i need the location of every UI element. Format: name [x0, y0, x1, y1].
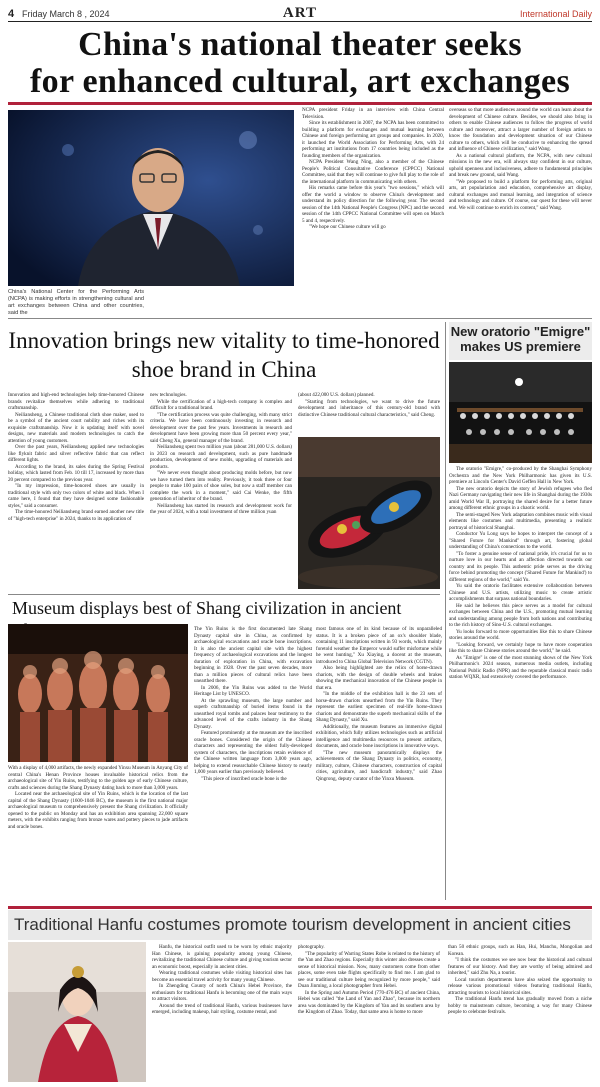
story2-col3-p2: "Starting from technologies, we want to drive the future development and inheritance of this century-old brand with distinctive Chinese traditional cultural characteristics," said Cheng.	[298, 398, 440, 418]
story3-p5: "To foster a genuine sense of national pride, it's crucial for us to nurture love in our hearts and an affection directed towards our country and its people. This authentic pride serves as the driving force behind promoting the concept ('Shared Future for Mankind') to different regions of the world," said Yu.	[449, 550, 592, 583]
story4-col1-p2: Located near the archaeological site of Yin Ruins, which is the location of the last capital of the Shang Dynasty (1600-1046 BC), the museum is the first national major archaeological museum to comprehensively present the Shang civilization. It officially opened to the public on Monday and has an exhibition area spanning 22,000 square meters, with the exhibits ranging from bronze wares and pottery pieces to jade artifacts and oracle bones.	[8, 791, 188, 830]
hanfu-woman-photo-icon	[8, 942, 146, 1082]
story5-col1-p2: Wearing traditional costumes while visiting historical sites has become an essential travel activity for many young Chinese.	[152, 970, 292, 983]
story4-col3-p4: Additionally, the museum features an immersive digital exhibition, which fully utilizes technologies such as artificial intelligence and multimedia resources to present artifacts, documents, and oracle bone inscriptions in innovative ways.	[316, 723, 442, 749]
story4-col3	[316, 626, 442, 901]
story2-col1-p3: Over the past years, Neiliansheng applied new technologies like flyknit fabric and silver reflective fabric that can reflect different lights.	[8, 444, 144, 463]
story1-col2-p3: NCPA President Wang Ning, also a member of the Chinese People's Political Consultative Conference (CPPCC) National Committee, said that they will continue to give full play to the role of the international platform in communicating with others.	[302, 159, 444, 185]
story4-col3-p5: "The new museum panoramically displays the achievements of the Shang Dynasty in politics, economy, military, culture, Chinese characters, construction of capital cities, agriculture, and handicraft industry," said Zhao Qingrong, deputy curator of the Yinxu Museum.	[316, 749, 442, 782]
story5-headline: Traditional Hanfu costumes promote tourism development in ancient cities	[14, 915, 571, 934]
story3-p10: As "Emigre" is one of the most stunning shows of the New York Philharmonic's 2024 season, numerous media outlets, including National Public Radio (NPR) and the reputable classical music radio station WQXR, had extensively covered the performance.	[449, 654, 592, 680]
story3-p6: Yu said the oratorio facilitates extensive collaboration between Chinese and U.S. artists, utilizing music to create artistic accomplishments that surpass national boundaries.	[449, 583, 592, 602]
story5-col2-p3: In the Spring and Autumn Period (770-476 BC) of ancient China, Hebei was called "the Land of Yan and Zhao", because its northern area was dominated by the Kingdom of Yan and its southern area by the Kingdom of Zhao. Today, that same area is home to more	[298, 989, 440, 1015]
story1-col2-p2: Since its establishment in 2007, the NCPA has been committed to building a platform for exchanges and mutual learning between Chinese and foreign performing art groups and companies. In 2020, it launched the World Association for Performing Arts, with 24 performing art institutions from 17 countries being included as the founding members of the organization.	[302, 120, 444, 159]
story3-p7: He said he believes this piece serves as a model for cultural exchanges between China and the U.S., promoting mutual learning and understanding among people from both nations and contributing to the rich history of Sino-U.S. cultural exchanges.	[449, 602, 592, 628]
story2-col1-p6: The time-honored Neiliansheng brand earned another new title of "high-tech enterprise" in 2024, thanks to its application of	[8, 509, 144, 522]
story4-col2-p2: In 2006, the Yin Ruins was added to the World Heritage List by UNESCO.	[194, 684, 312, 697]
story2-col3-p1: (about 422,000 U.S. dollars) planned.	[298, 392, 375, 398]
story5-col3-p2: "I think the costumes we see now bear the historical and cultural features of our history. And they are worthy of being admired and inherited," said Zhu Na, a tourist.	[448, 957, 592, 976]
story1-col2	[302, 107, 444, 315]
story2-photo	[298, 437, 440, 589]
story1-col2-p4: His remarks came before this year's "two sessions," which will offer the world a window to observe China's development and understand its policy direction for the following year. The second session of the 14th National People's Congress (NPC) and the second session of the 14th CPPCC National Committee will open on March 5 and 4, respectively.	[302, 185, 444, 224]
orchestra-photo-icon	[449, 362, 592, 463]
story2-headline	[8, 326, 440, 384]
story2-col1-p4: According to the brand, its sales during the Spring Festival holiday, which lasted from Feb. 10 till 17, increased by more than 20 percent compared to the previous year.	[8, 463, 144, 483]
issue-date: Friday March 8 , 2024	[22, 9, 110, 19]
story2-col2-p3: "The certification process was quite challenging, with many strict criteria. We have been continuously investing in research and development over the past few years. Investments in research and development have been growing more than 50 percent every year," said Cheng Xu, general manager of the brand.	[150, 411, 292, 444]
story3-headline-line2: makes US premiere	[460, 339, 581, 354]
story4-photo	[8, 624, 188, 762]
story4-col2	[194, 626, 312, 901]
story5-photo	[8, 942, 146, 1082]
story1-col2-p1: NCPA president Friday in an interview with China Central Television.	[302, 107, 444, 120]
story5-col3-p4: The traditional Hanfu trend has gradually moved from a niche hobby to mainstream culture, becoming a way for many Chinese people to celebrate festivals.	[448, 996, 592, 1015]
story1-col3-p3: "We proposed to build a platform for performing arts, original arts, art populariation and education, comprehensive art display, cultural exchanges and mutual learning, and integration of science and technology and culture. Of course, our quest for these will never end. We will continue to enrich its content," said Wang.	[449, 178, 592, 211]
story2-col2-p1: new technologies.	[150, 392, 187, 398]
story4-col1-p1: With a display of 4,000 artifacts, the newly expanded Yinxu Museum in Anyang City of central China's Henan Province houses invaluable historical relics from the archaeological site of Yin Ruins, testifying to the golden age of early Chinese culture, crafts and sciences during the Shang Dynasty dating back to more than 3,000 years.	[8, 765, 188, 791]
story1-headline-line2: for enhanced cultural, art exchanges	[30, 63, 570, 100]
story2-col1-p1: Innovation and high-end technologies help time-honored Chinese brands revitalize themselves while adhering to traditional craftsmanship.	[8, 392, 144, 411]
museum-figures-photo-icon	[8, 624, 188, 762]
story1-col1: China's National Center for the Performing Arts (NCPA) is making efforts in strengthening cultural and art exchanges between China and other countries, said the	[8, 289, 144, 316]
story5-col2	[298, 944, 440, 1082]
story5-col1-p4: Around the trend of traditional Hanfu, various businesses have emerged, including makeup, hair styling, costume rental, and	[152, 1002, 292, 1015]
story1-bottom-rule	[8, 318, 592, 319]
story2-col2-p2: While the certification of a high-tech company is complex and difficult for a traditional brand.	[150, 398, 292, 411]
story5-col3	[448, 944, 592, 1082]
story2-col2-p6: Neiliansheng has started its research and development work for the year of 2024, with a total investment of three million yuan	[150, 502, 292, 515]
story5-col1-p3: In Zhengding County of north China's Hebei Province, the enthusiasm for traditional Hanfu is becoming one of the main ways to attract visitors.	[152, 983, 292, 1002]
story4-col2-p3: At the sprawling museum, the large number and superb craftsmanship of buried items found in the unearthed royal tombs and palaces bear testimony to the advanced level of the crafts industry in the Shang Dynasty.	[194, 697, 312, 730]
story3-p4: Conductor Yu Long says he hopes to interpret the concept of a "Shared Future for Mankind" through art, fostering global understanding of China's connections to the world.	[449, 531, 592, 550]
story4-col1	[8, 765, 188, 901]
story3-p2: The new oratorio depicts the story of Jewish refugees who fled Nazi Germany navigating their new life in Shanghai during the 1930s amid World War II, portraying the shared desire for a better future among different ethnic groups in a chaotic world.	[449, 485, 592, 511]
story1-col3-p1: overseas so that more audiences around the world can learn about the development of Chinese culture. Besides, we should also bring in others to enable Chinese audiences to follow the progress of world culture and moreover, attract a larger number of foreign artists to know the foundation and development situation of our Chinese culture to others, which will be conducive to enhancing the spread and influence of Chinese civilization," said Wang.	[449, 107, 592, 152]
story4-col3-p3: "In the middle of the exhibition hall is the 23 sets of horse-drawn chariots unearthed from the Yin Ruins. They represent the earliest specimen of real-life horse-drawn chariots and demonstrate the superb mechanical skills of the Shang Dynasty," said Xu.	[316, 691, 442, 723]
story5-red-rule	[8, 906, 592, 909]
story5-col3-p3: Local tourism departments have also seized the opportunity to release various promotional videos featuring traditional Hanfu, attracting tourists to local historical sites.	[448, 976, 592, 996]
story3-photo	[449, 362, 592, 463]
story3-headline-line1: New oratorio "Emigre"	[450, 324, 591, 339]
story2-col2-p4: Neiliansheng spent two million yuan (about 281,000 U.S. dollars) in 2023 on research and development, such as pure handmade production, development of new molds, upgrading of materials and products.	[150, 444, 292, 470]
publication-name: International Daily	[519, 9, 592, 19]
story1-col2-p5: "We hope our Chinese culture will go	[309, 224, 386, 230]
section-label: ART	[282, 5, 318, 21]
story2-col1-p5: "In my impression, time-honored shoes are usually in traditional style with only two colors of white and black. When I came here, I found that they have designed some fashionable styles," said a consumer.	[8, 483, 144, 509]
story2-col1-p2: Neiliansheng, a Chinese traditional cloth shoe maker, used to be a symbol of the ancient court nobility and riches with its exquisite craftsmanship. Now it is updating itself with novel designs, new materials and modern technologies to catch the attention of young customers.	[8, 411, 144, 444]
story4-headline: Museum displays best of Shang civilization in ancient	[12, 598, 402, 618]
story5-col1	[152, 944, 292, 1082]
story1-headline	[6, 26, 594, 100]
story3-headline	[449, 324, 592, 354]
story3-p3: The semi-staged New York adaptation combines music with visual elements like costumes and multimedia, presenting a realistic portrayal of historical Shanghai.	[449, 511, 592, 531]
story3-p1: The oratorio "Emigre," co-produced by the Shanghai Symphony Orchestra and the New York Philharmonic has given its U.S. premiere at Lincoln Center's David Geffen Hall in New York.	[449, 466, 592, 485]
story2-headline-line2: shoe brand in China	[131, 357, 317, 382]
story2-col2	[150, 392, 292, 590]
story1-col3	[449, 107, 592, 315]
story5-col2-p2: "The popularity of Warring States Robe is related to the history of the Yan and Zhao regions. Especially this winter also dresses create a sense of historical mission. Now, many customers come from other places, some even take flights specifically to find me. I am glad to see our traditional culture being recognized by more people," said Duan Jinming, a local photographer from Hebei.	[298, 950, 440, 989]
story5-col1-p1: Hanfu, the historical outfit used to be worn by ethnic majority Han Chinese, is gaining popularity among young Chinese, revitalizing the traditional Chinese culture and giving tourism sector an economic boost, especially in ancient cities.	[152, 944, 292, 970]
story5-col3-p1: than 50 ethnic groups, such as Han, Hui, Manchu, Mongolian and Korean.	[448, 944, 592, 957]
story4-col2-p1: The Yin Ruins is the first documented late Shang Dynasty capital site in China, as confirmed by archaeological excavations and oracle bone inscriptions. It is also the ancient capital site with the highest frequency of archaeological excavations and the longest duration of exploration in China, with excavation beginning in 1928. Over the past seven decades, more than a million pieces of cultural relics have been unearthed there.	[194, 626, 312, 684]
story4-col3-p1: most famous one of its kind because of its unparalleled status. It is a broken piece of an ox's shoulder blade, containing 11 inscriptions written in 93 words, which mainly foretold weather the Emperor would suffer misfortune while he went hunting," Xu Xiaying, a docent at the museum, introduced to China Global Television Network (CGTN).	[316, 626, 442, 665]
story3-p8: Yu looks forward to more opportunities like this to share Chinese stories around the world.	[449, 628, 592, 641]
story1-col3-p2: As a national cultural platform, the NCPA, with new cultural missions in the new era, will always stay confident in our culture, uphold openness and inclusiveness, adhere to fundamental principles and break new ground, said Wang.	[449, 152, 592, 178]
story2-headline-line1: Innovation brings new vitality to time-honored	[8, 328, 440, 353]
embroidered-shoes-photo-icon	[298, 437, 440, 589]
story2-col1	[8, 392, 144, 590]
story4-col3-p2: Also being highlighted are the relics of horse-drawn chariots, with the design of double wheels and brakes showing the mechanical innovation of the Chinese people in that era.	[316, 665, 442, 691]
header-rule	[8, 21, 592, 22]
story4-col2-p4: Featured prominently at the museum are the inscribed oracle bones. Considered the origin of the Chinese characters and representing the oldest fully-developed system of characters, the inscriptions retain evidence of the Chinese written language from 3,000 years ago, helping to extend researchable Chinese history to nearly 1,000 years earlier than previously believed.	[194, 730, 312, 775]
story3-p9: "Looking forward, we certainly hope to have more cooperation like this to share Chinese stories around the world," he said.	[449, 641, 592, 654]
story1-red-rule	[8, 102, 592, 105]
portrait-photo-icon	[8, 110, 294, 286]
page-number: 4	[8, 8, 15, 20]
story2-col2-p5: "We never even thought about producing molds before, but now we have turned them into reality. Previously, it took three or four people to make 100 pairs of shoe soles, but now a staff member can complete the work in a moment," said Cai Wenke, the fifth generation of inheritor of the brand.	[150, 470, 292, 502]
story4-col2-p5: "This piece of inscribed oracle bone is the	[201, 775, 287, 782]
story5-col2-p1: photography.	[298, 944, 325, 950]
story2-col3	[298, 392, 440, 436]
story2-bottom-rule	[8, 594, 440, 595]
story1-photo	[8, 110, 294, 286]
right-column-divider	[445, 322, 446, 900]
story1-headline-line1: China's national theater seeks	[78, 26, 522, 63]
